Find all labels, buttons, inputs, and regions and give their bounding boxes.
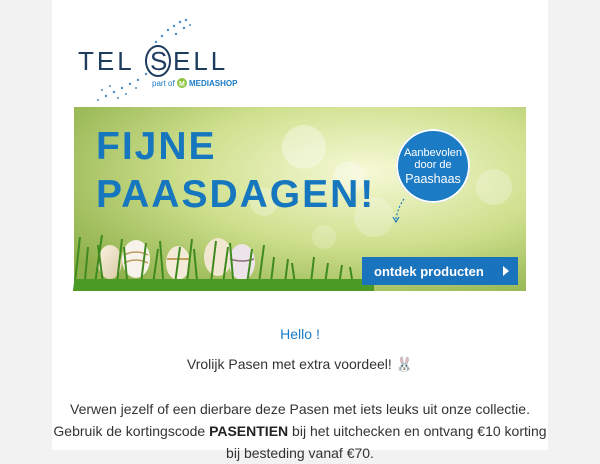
chevron-right-icon bbox=[503, 266, 509, 276]
logo-text-right: ELL bbox=[173, 46, 229, 76]
svg-text:part of: part of bbox=[152, 79, 175, 88]
svg-text:M: M bbox=[179, 81, 185, 88]
email-card bbox=[52, 0, 548, 461]
badge-line3: Paashaas bbox=[405, 171, 461, 186]
recommended-badge bbox=[396, 129, 470, 203]
discount-code: PASENTIEN bbox=[209, 423, 289, 439]
badge-line1: Aanbevolen bbox=[403, 146, 463, 159]
subtitle: Vrolijk Pasen met extra voordeel! 🐰 bbox=[186, 356, 414, 372]
body-text-part1: Verwen jezelf of een dierbare deze Pasen met iets leuks uit onze collectie. Gebruik de kortingscode bbox=[53, 401, 530, 439]
body-text-part2: bij het uitchecken en ontvang €10 korting bij besteding vanaf €70. bbox=[226, 423, 547, 461]
greeting: Hello ! bbox=[280, 326, 320, 342]
badge-line2: door de bbox=[414, 158, 452, 171]
svg-text:MEDIASHOP: MEDIASHOP bbox=[189, 79, 238, 88]
discover-products-button[interactable] bbox=[362, 257, 518, 285]
banner-title-line2: PAASDAGEN! bbox=[96, 173, 376, 216]
cta-label: ontdek producten bbox=[374, 263, 484, 279]
logo-text-left: TEL bbox=[78, 46, 135, 76]
banner-title bbox=[96, 123, 375, 219]
banner-title-line1: FIJNE bbox=[96, 125, 217, 168]
body-text bbox=[52, 398, 548, 464]
svg-text:S: S bbox=[150, 46, 168, 76]
telsell-logo[interactable] bbox=[76, 16, 246, 104]
easter-banner[interactable] bbox=[74, 107, 526, 291]
